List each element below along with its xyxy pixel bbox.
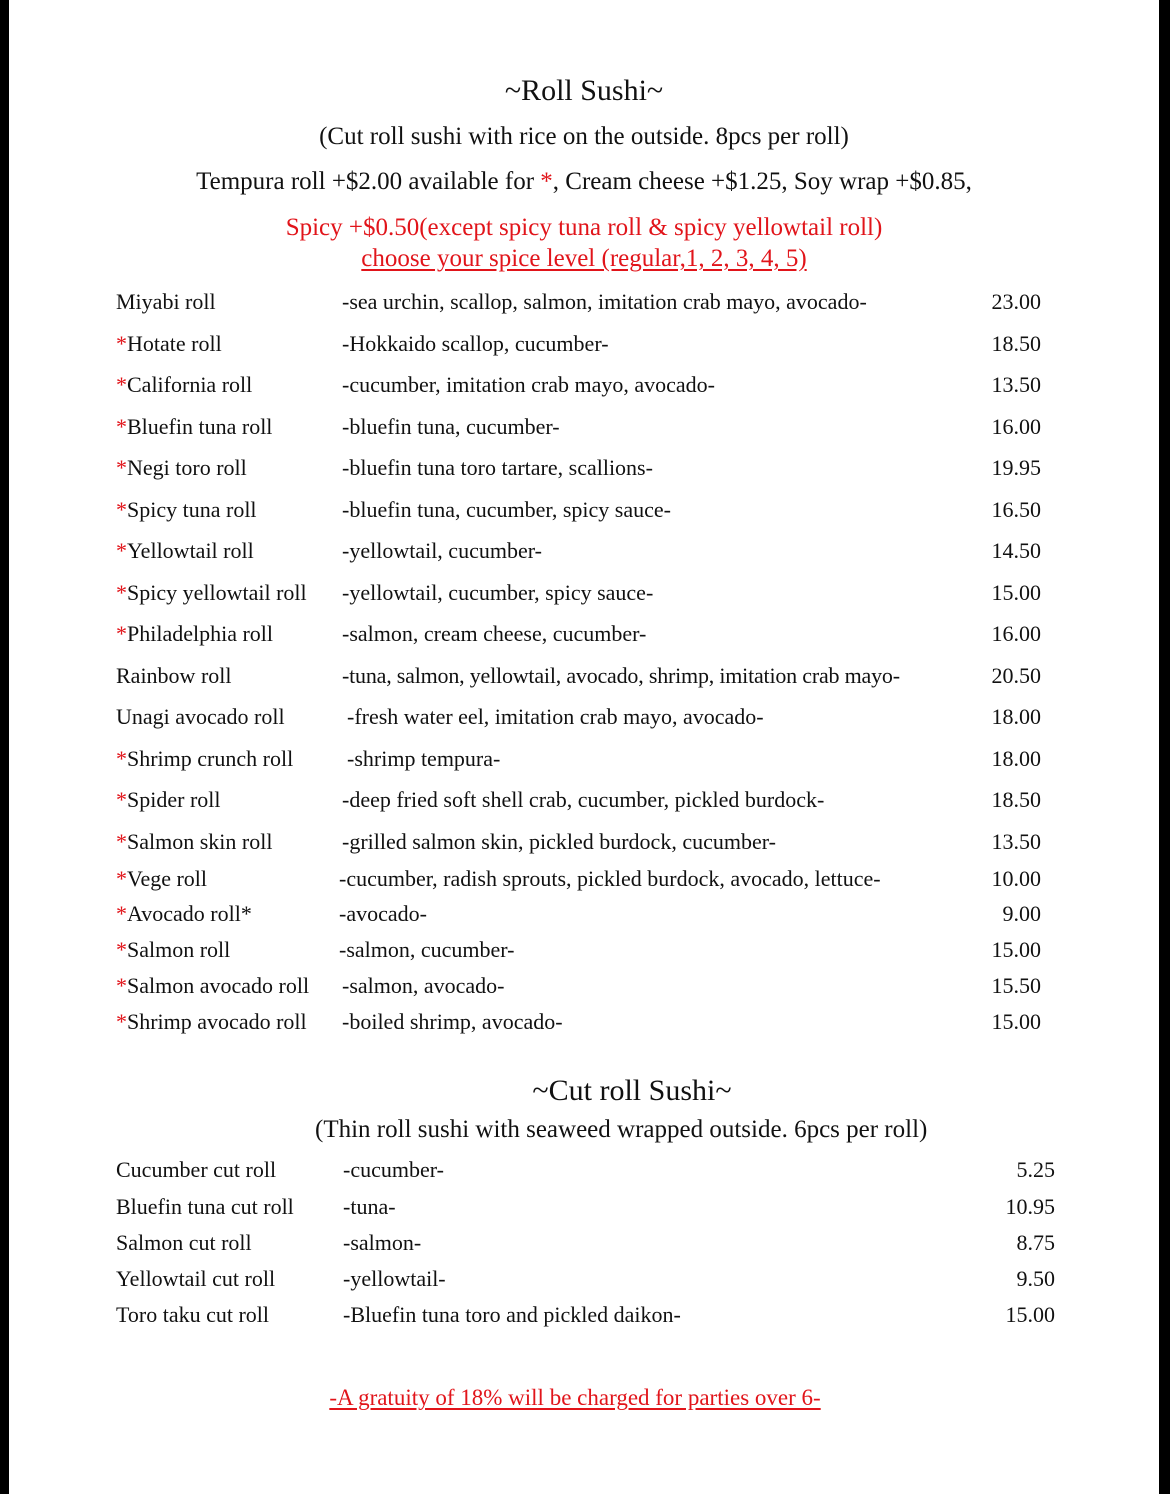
item-price: 16.00 [991, 414, 1041, 439]
item-price: 19.95 [991, 455, 1041, 480]
item-price: 18.50 [991, 331, 1041, 356]
menu-item [9, 331, 1159, 361]
item-description: -shrimp tempura- [347, 746, 501, 771]
roll-section-title: ~Roll Sushi~ [504, 74, 664, 107]
item-name: Bluefin tuna cut roll [116, 1194, 294, 1219]
menu-item [9, 455, 1159, 485]
item-price: 5.25 [1016, 1157, 1055, 1182]
item-name: *Hotate roll [116, 331, 222, 356]
menu-item [9, 580, 1159, 610]
item-description: -boiled shrimp, avocado- [342, 1009, 563, 1034]
options-star: * [540, 168, 553, 195]
options-text-after: , Cream cheese +$1.25, Soy wrap +$0.85, [552, 168, 972, 195]
item-name: *Spicy yellowtail roll [116, 580, 307, 605]
menu-item [9, 973, 1159, 1003]
item-description: -yellowtail- [343, 1266, 446, 1291]
menu-item [9, 901, 1159, 931]
menu-item [9, 1157, 1159, 1187]
item-name: *Salmon roll [116, 937, 231, 962]
menu-item [9, 372, 1159, 402]
item-description: -Bluefin tuna toro and pickled daikon- [343, 1302, 681, 1327]
item-name: Miyabi roll [116, 289, 216, 314]
item-price: 8.75 [1016, 1230, 1055, 1255]
menu-item [9, 1266, 1159, 1296]
item-description: -tuna- [343, 1194, 396, 1219]
item-price: 18.00 [991, 704, 1041, 729]
item-price: 13.50 [991, 372, 1041, 397]
item-name: *Negi toro roll [116, 455, 247, 480]
item-price: 23.00 [991, 289, 1041, 314]
item-name: Rainbow roll [116, 663, 232, 688]
spice-level-note: choose your spice level (regular,1, 2, 3, 4, 5) [361, 245, 807, 272]
item-name: *Avocado roll* [116, 901, 252, 926]
item-description: -yellowtail, cucumber- [342, 538, 542, 563]
menu-item [9, 787, 1159, 817]
item-name: *Salmon avocado roll [116, 973, 310, 998]
menu-page [9, 0, 1159, 1494]
item-price: 10.95 [1005, 1194, 1055, 1219]
item-name: Toro taku cut roll [116, 1302, 270, 1327]
item-name: *Philadelphia roll [116, 621, 274, 646]
item-name: *Spider roll [116, 787, 221, 812]
item-name: *Spicy tuna roll [116, 497, 257, 522]
item-description: -cucumber, radish sprouts, pickled burdock, avocado, lettuce- [339, 866, 881, 891]
menu-item [9, 1009, 1159, 1039]
item-name: Yellowtail cut roll [116, 1266, 276, 1291]
spicy-note: Spicy +$0.50(except spicy tuna roll & spicy yellowtail roll) [285, 214, 883, 241]
item-description: -bluefin tuna toro tartare, scallions- [342, 455, 653, 480]
menu-item [9, 497, 1159, 527]
menu-item [9, 663, 1159, 693]
menu-item [9, 746, 1159, 776]
item-description: -salmon, avocado- [342, 973, 505, 998]
item-name: Unagi avocado roll [116, 704, 285, 729]
menu-item [9, 289, 1159, 319]
item-price: 16.50 [991, 497, 1041, 522]
item-price: 9.50 [1016, 1266, 1055, 1291]
roll-section-subtitle: (Cut roll sushi with rice on the outside. 8pcs per roll) [319, 123, 849, 150]
item-price: 14.50 [991, 538, 1041, 563]
item-description: -cucumber, imitation crab mayo, avocado- [342, 372, 715, 397]
item-description: -tuna, salmon, yellowtail, avocado, shrimp, imitation crab mayo- [342, 663, 900, 688]
item-price: 15.00 [991, 580, 1041, 605]
item-description: -salmon, cucumber- [339, 937, 515, 962]
menu-item [9, 1230, 1159, 1260]
item-price: 15.00 [991, 1009, 1041, 1034]
menu-item [9, 866, 1159, 896]
item-name: *Salmon skin roll [116, 829, 273, 854]
item-description: -Hokkaido scallop, cucumber- [342, 331, 609, 356]
item-price: 15.50 [991, 973, 1041, 998]
item-name: *Shrimp crunch roll [116, 746, 294, 771]
menu-item [9, 1302, 1159, 1332]
cut-section-title: ~Cut roll Sushi~ [532, 1074, 732, 1107]
item-description: -deep fried soft shell crab, cucumber, pickled burdock- [342, 787, 825, 812]
gratuity-line [0, 1385, 1150, 1411]
item-description: -cucumber- [343, 1157, 444, 1182]
gratuity-note: -A gratuity of 18% will be charged for parties over 6- [329, 1385, 821, 1410]
item-price: 16.00 [991, 621, 1041, 646]
menu-item [9, 414, 1159, 444]
item-name: *Shrimp avocado roll [116, 1009, 307, 1034]
menu-item [9, 829, 1159, 859]
menu-item [9, 704, 1159, 734]
menu-item [9, 937, 1159, 967]
item-description: -yellowtail, cucumber, spicy sauce- [342, 580, 654, 605]
item-description: -salmon, cream cheese, cucumber- [342, 621, 647, 646]
item-description: -grilled salmon skin, pickled burdock, cucumber- [342, 829, 776, 854]
spice-level-line [9, 245, 1159, 273]
options-text-before: Tempura roll +$2.00 available for [196, 168, 541, 195]
item-price: 9.00 [1002, 901, 1041, 926]
item-price: 10.00 [991, 866, 1041, 891]
item-description: -bluefin tuna, cucumber- [342, 414, 560, 439]
item-description: -bluefin tuna, cucumber, spicy sauce- [342, 497, 671, 522]
item-description: -sea urchin, scallop, salmon, imitation crab mayo, avocado- [342, 289, 867, 314]
item-name: *Bluefin tuna roll [116, 414, 273, 439]
item-name: *Vege roll [116, 866, 208, 891]
item-name: *California roll [116, 372, 253, 397]
item-price: 20.50 [991, 663, 1041, 688]
cut-section-subtitle: (Thin roll sushi with seaweed wrapped outside. 6pcs per roll) [315, 1116, 928, 1143]
roll-options-line [9, 168, 1159, 196]
item-price: 18.50 [991, 787, 1041, 812]
item-description: -fresh water eel, imitation crab mayo, avocado- [347, 704, 764, 729]
menu-item [9, 538, 1159, 568]
item-name: *Yellowtail roll [116, 538, 254, 563]
menu-item [9, 621, 1159, 651]
item-price: 15.00 [1005, 1302, 1055, 1327]
item-description: -salmon- [343, 1230, 422, 1255]
item-price: 15.00 [991, 937, 1041, 962]
item-name: Cucumber cut roll [116, 1157, 277, 1182]
item-price: 13.50 [991, 829, 1041, 854]
item-price: 18.00 [991, 746, 1041, 771]
menu-item [9, 1194, 1159, 1224]
item-description: -avocado- [339, 901, 427, 926]
item-name: Salmon cut roll [116, 1230, 252, 1255]
